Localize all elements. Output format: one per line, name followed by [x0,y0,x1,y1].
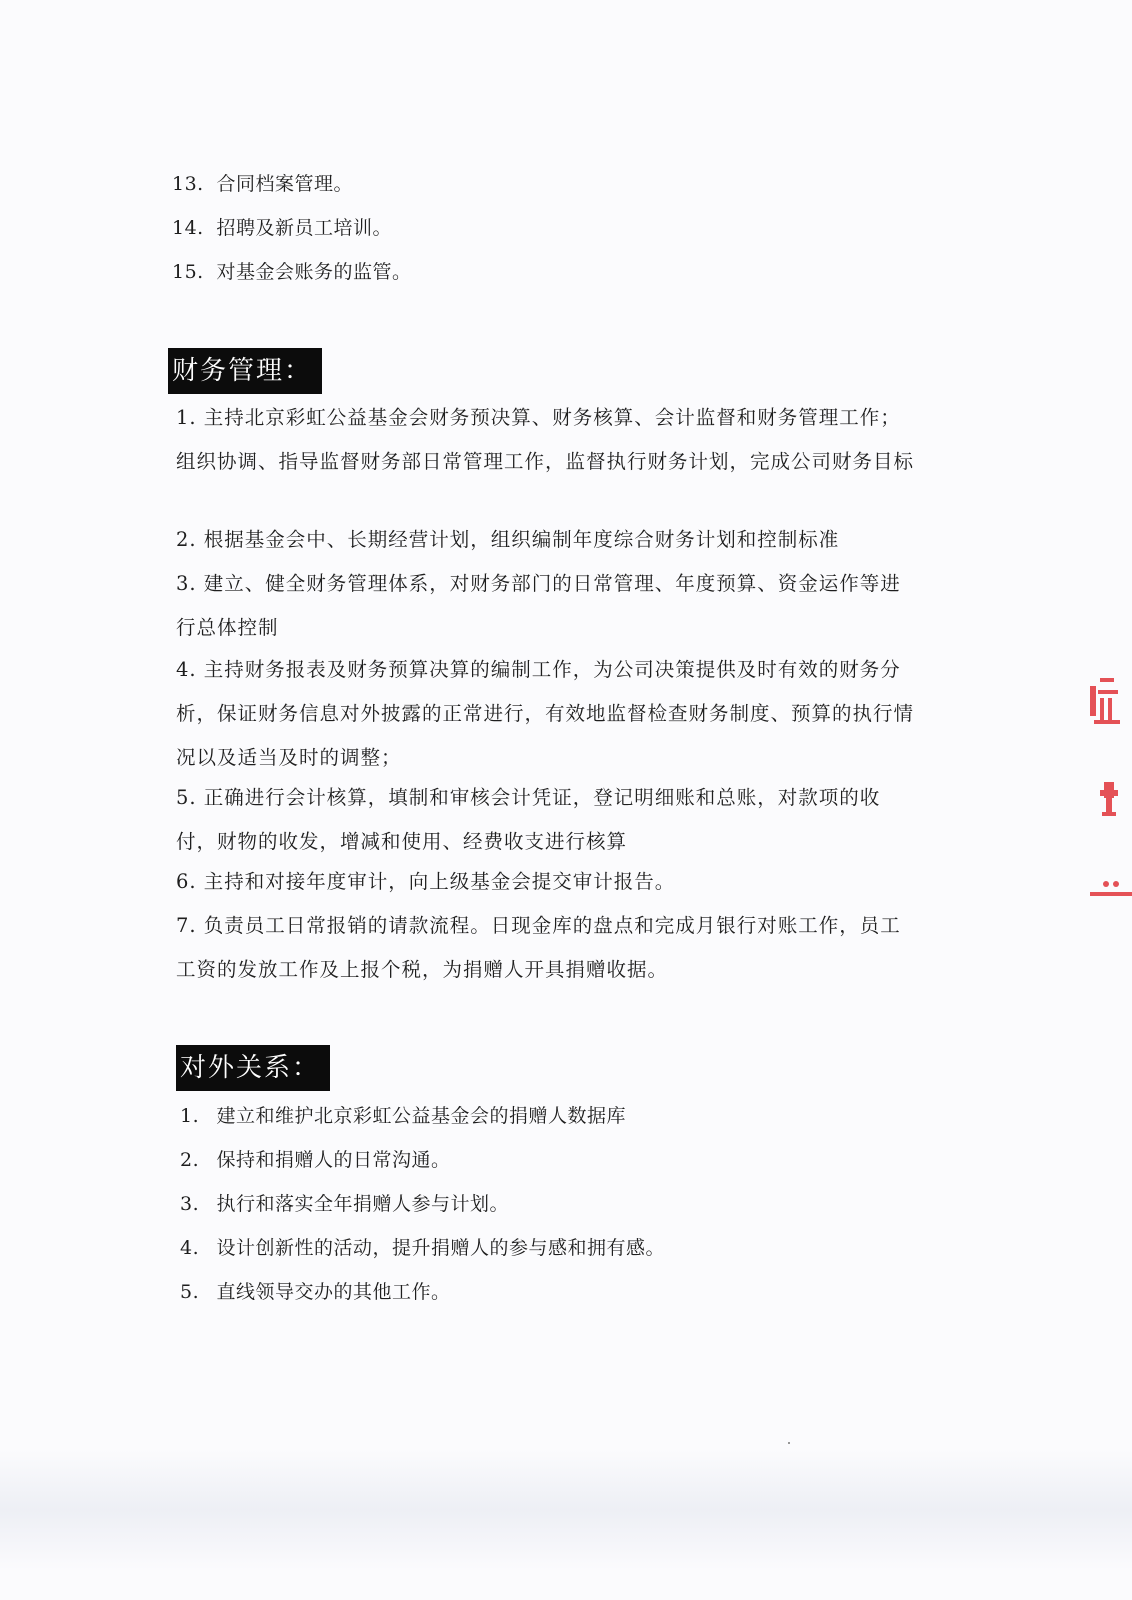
list-item: 4. 设计创新性的活动，提升捐赠人的参与感和拥有感。 [180,1237,666,1259]
list-item: 3. 执行和落实全年捐赠人参与计划。 [180,1193,510,1215]
finance-item-2: 2. 根据基金会中、长期经营计划，组织编制年度综合财务计划和控制标准 [176,528,840,551]
external-heading: 对外关系： [176,1045,330,1091]
top-list [172,162,412,294]
list-item: 14. 招聘及新员工培训。 [172,217,393,239]
seal-stamp-icon [1080,672,1132,912]
list-item: 13. 合同档案管理。 [172,173,354,195]
list-item: 5. 直线领导交办的其他工作。 [180,1281,451,1303]
finance-item-7: 7. 负责员工日常报销的请款流程。日现金库的盘点和完成月银行对账工作，员工工资的发放工作及上报个税，为捐赠人开具捐赠收据。 [176,914,901,981]
scan-speck [788,1442,790,1444]
finance-item-3: 3. 建立、健全财务管理体系，对财务部门的日常管理、年度预算、资金运作等进行总体控制 [176,572,901,639]
scan-shadow [0,1450,1132,1570]
finance-item-5: 5. 正确进行会计核算，填制和审核会计凭证，登记明细账和总账，对款项的收付，财物的收发，增减和使用、经费收支进行核算 [176,786,881,853]
finance-heading: 财务管理： [168,348,322,394]
list-item: 1. 建立和维护北京彩虹公益基金会的捐赠人数据库 [180,1105,627,1127]
external-list [180,1094,665,1314]
list-item: 15. 对基金会账务的监管。 [172,261,412,283]
finance-item-1: 1. 主持北京彩虹公益基金会财务预决算、财务核算、会计监督和财务管理工作；组织协调、指导监督财务部日常管理工作，监督执行财务计划，完成公司财务目标 [176,406,915,473]
finance-item-4: 4. 主持财务报表及财务预算决算的编制工作，为公司决策提供及时有效的财务分析，保证财务信息对外披露的正常进行，有效地监督检查财务制度、预算的执行情况以及适当及时的调整； [176,658,915,769]
finance-item-6: 6. 主持和对接年度审计，向上级基金会提交审计报告。 [176,870,676,893]
list-item: 2. 保持和捐赠人的日常沟通。 [180,1149,451,1171]
